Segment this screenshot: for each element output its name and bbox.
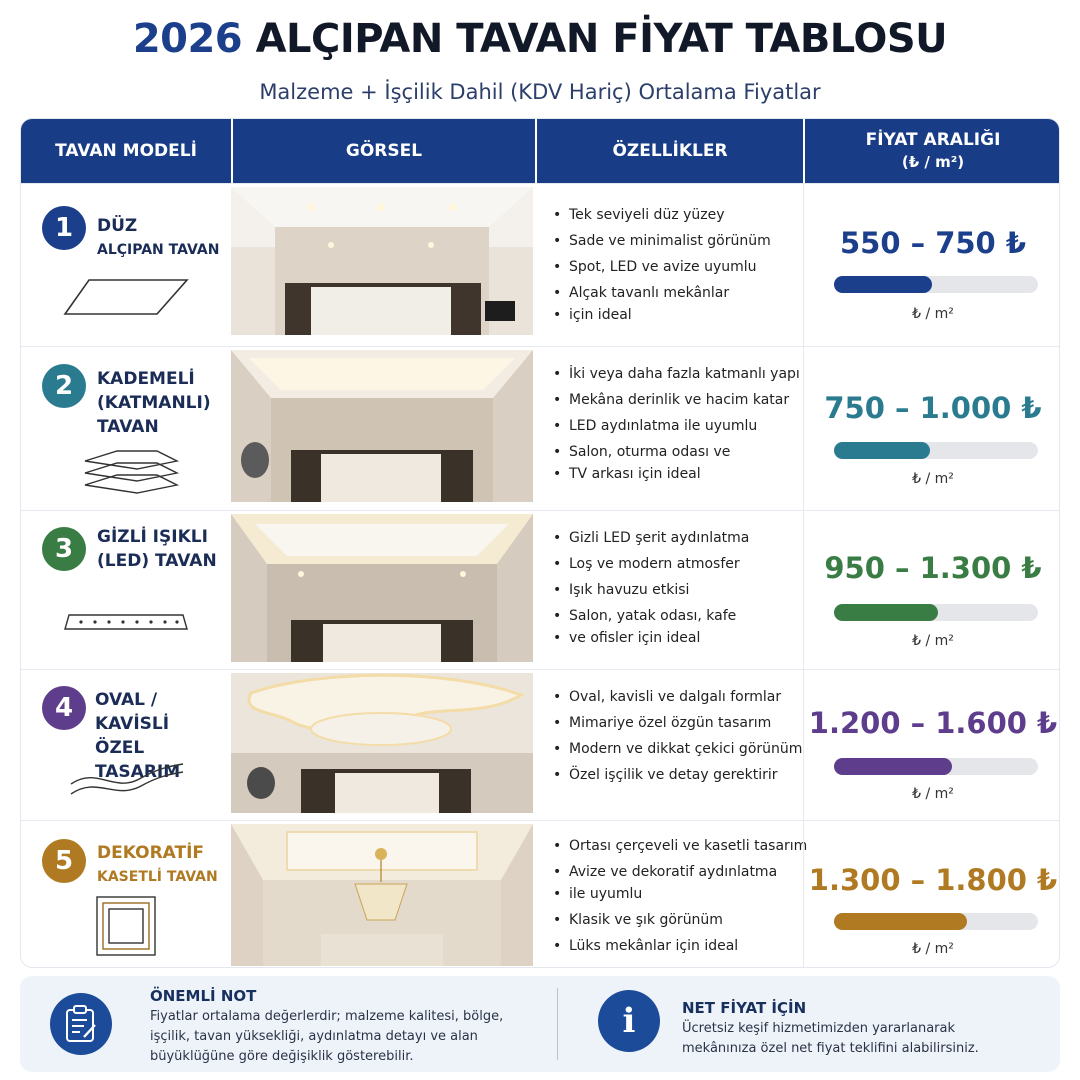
price-header-line1: FİYAT ARALIĞI — [865, 130, 1001, 150]
feature-item: • Alçak tavanlı mekânlar — [553, 282, 813, 304]
feature-item: • Özel işçilik ve detay gerektirir — [553, 764, 813, 786]
price-cell — [803, 670, 1060, 820]
feature-item: • Klasik ve şık görünüm — [553, 909, 813, 931]
price-cell — [803, 821, 1060, 968]
footer-notes — [20, 976, 1060, 1072]
table-row — [21, 820, 1060, 968]
table-row — [21, 183, 1060, 346]
feature-item: • Ortası çerçeveli ve kasetli tasarım — [553, 835, 813, 857]
info-icon: i — [598, 990, 660, 1052]
flat-ceiling-photo — [231, 187, 533, 335]
price-bar-fill — [834, 604, 938, 621]
model-name: OVAL / KAVİSLİ ÖZEL TASARIM — [95, 690, 181, 782]
feature-item: • Tek seviyeli düz yüzey — [553, 204, 813, 226]
feature-item: • Sade ve minimalist görünüm — [553, 230, 813, 252]
feature-item: • Modern ve dikkat çekici görünüm — [553, 738, 813, 760]
price-range: 550 – 750 ₺ — [839, 226, 1027, 260]
footer-divider — [557, 988, 558, 1060]
row-number-badge: 1 — [42, 206, 86, 250]
model-cell — [21, 511, 231, 669]
feature-item: • LED aydınlatma ile uyumlu — [553, 415, 813, 437]
price-bar-fill — [834, 913, 967, 930]
price-range: 1.300 – 1.800 ₺ — [808, 863, 1058, 897]
column-header-model: TAVAN MODELİ — [55, 141, 197, 161]
price-unit: ₺ / m² — [912, 941, 954, 957]
price-range: 1.200 – 1.600 ₺ — [808, 706, 1058, 740]
table-row — [21, 346, 1060, 510]
price-unit: ₺ / m² — [912, 306, 954, 322]
feature-item: • ile uyumlu — [553, 883, 813, 905]
price-range: 950 – 1.300 ₺ — [824, 551, 1042, 585]
row-number-badge: 4 — [42, 686, 86, 730]
feature-item: • ve ofisler için ideal — [553, 627, 813, 649]
ceiling-image — [231, 824, 533, 966]
feature-list — [553, 835, 813, 961]
oval-ceiling-photo — [231, 673, 533, 813]
ceiling-image — [231, 673, 533, 813]
page-title — [0, 16, 1080, 62]
feature-item: • için ideal — [553, 304, 813, 326]
layered-ceiling-photo — [231, 350, 533, 502]
feature-list — [553, 686, 813, 790]
feature-item: • İki veya daha fazla katmanlı yapı — [553, 363, 813, 385]
model-cell — [21, 347, 231, 510]
column-header-price — [803, 119, 1060, 183]
clipboard-icon — [50, 993, 112, 1055]
flat-plane-icon — [61, 276, 191, 320]
table-header — [21, 119, 1060, 183]
note-title: ÖNEMLİ NOT — [150, 987, 257, 1005]
feature-list — [553, 527, 813, 653]
model-name: KADEMELİ (KATMANLI) TAVAN — [97, 369, 211, 437]
note-text: Fiyatlar ortalama değerlerdir; malzeme kalitesi, bölge, işçilik, tavan yüksekliği, aydınlatma detayı ve alan büyüklüğüne göre değişiklik gösterebilir. — [150, 1009, 504, 1064]
layers-icon — [81, 447, 181, 497]
feature-item: • Gizli LED şerit aydınlatma — [553, 527, 813, 549]
price-unit: ₺ / m² — [912, 471, 954, 487]
price-cell — [803, 184, 1060, 346]
price-range: 750 – 1.000 ₺ — [824, 391, 1042, 425]
ceiling-image — [231, 514, 533, 662]
page-subtitle: Malzeme + İşçilik Dahil (KDV Hariç) Ortalama Fiyatlar — [259, 80, 821, 104]
row-number-badge: 3 — [42, 527, 86, 571]
feature-item: • Salon, yatak odası, kafe — [553, 605, 813, 627]
table-row — [21, 510, 1060, 669]
row-number-badge: 5 — [42, 839, 86, 883]
price-header-line2: (₺ / m²) — [901, 153, 965, 171]
coffer-frame-icon — [95, 895, 157, 957]
title-text: ALÇIPAN TAVAN FİYAT TABLOSU — [242, 16, 948, 62]
info-title: NET FİYAT İÇİN — [682, 999, 807, 1017]
ceiling-image — [231, 187, 533, 335]
feature-item: • Işık havuzu etkisi — [553, 579, 813, 601]
feature-item: • Loş ve modern atmosfer — [553, 553, 813, 575]
feature-list — [553, 204, 813, 330]
feature-item: • Mimariye özel özgün tasarım — [553, 712, 813, 734]
title-year: 2026 — [132, 16, 243, 62]
price-unit: ₺ / m² — [912, 633, 954, 649]
led-strip-icon — [61, 611, 191, 637]
feature-list — [553, 363, 813, 489]
model-cell — [21, 821, 231, 968]
feature-item: • Oval, kavisli ve dalgalı formlar — [553, 686, 813, 708]
price-bar — [834, 913, 1038, 930]
price-bar-fill — [834, 276, 932, 293]
model-cell — [21, 670, 231, 820]
feature-item: • TV arkası için ideal — [553, 463, 813, 485]
table-row — [21, 669, 1060, 820]
price-bar-fill — [834, 758, 952, 775]
column-header-features: ÖZELLİKLER — [535, 119, 803, 183]
hidden-led-ceiling-photo — [231, 514, 533, 662]
price-bar — [834, 758, 1038, 775]
price-bar — [834, 442, 1038, 459]
price-bar — [834, 276, 1038, 293]
info-text: Ücretsiz keşif hizmetimizden yararlanarak mekânınıza özel net fiyat teklifini alabilirsiniz. — [682, 1021, 979, 1056]
wave-icon — [67, 754, 187, 798]
model-name: GİZLİ IŞIKLI (LED) TAVAN — [97, 527, 217, 571]
feature-item: • Lüks mekânlar için ideal — [553, 935, 813, 957]
feature-item: • Avize ve dekoratif aydınlatma — [553, 861, 813, 883]
column-header-image: GÖRSEL — [231, 119, 535, 183]
price-cell — [803, 511, 1060, 669]
model-name: DEKORATİF KASETLİ TAVAN — [97, 843, 218, 885]
price-unit: ₺ / m² — [912, 786, 954, 802]
feature-item: • Mekâna derinlik ve hacim katar — [553, 389, 813, 411]
feature-item: • Spot, LED ve avize uyumlu — [553, 256, 813, 278]
price-bar-fill — [834, 442, 930, 459]
model-name: DÜZ ALÇIPAN TAVAN — [97, 216, 220, 258]
feature-item: • Salon, oturma odası ve — [553, 441, 813, 463]
price-table — [20, 118, 1060, 968]
model-cell — [21, 184, 231, 346]
price-bar — [834, 604, 1038, 621]
row-number-badge: 2 — [42, 364, 86, 408]
ceiling-image — [231, 350, 533, 502]
price-cell — [803, 347, 1060, 510]
coffered-ceiling-photo — [231, 824, 533, 966]
